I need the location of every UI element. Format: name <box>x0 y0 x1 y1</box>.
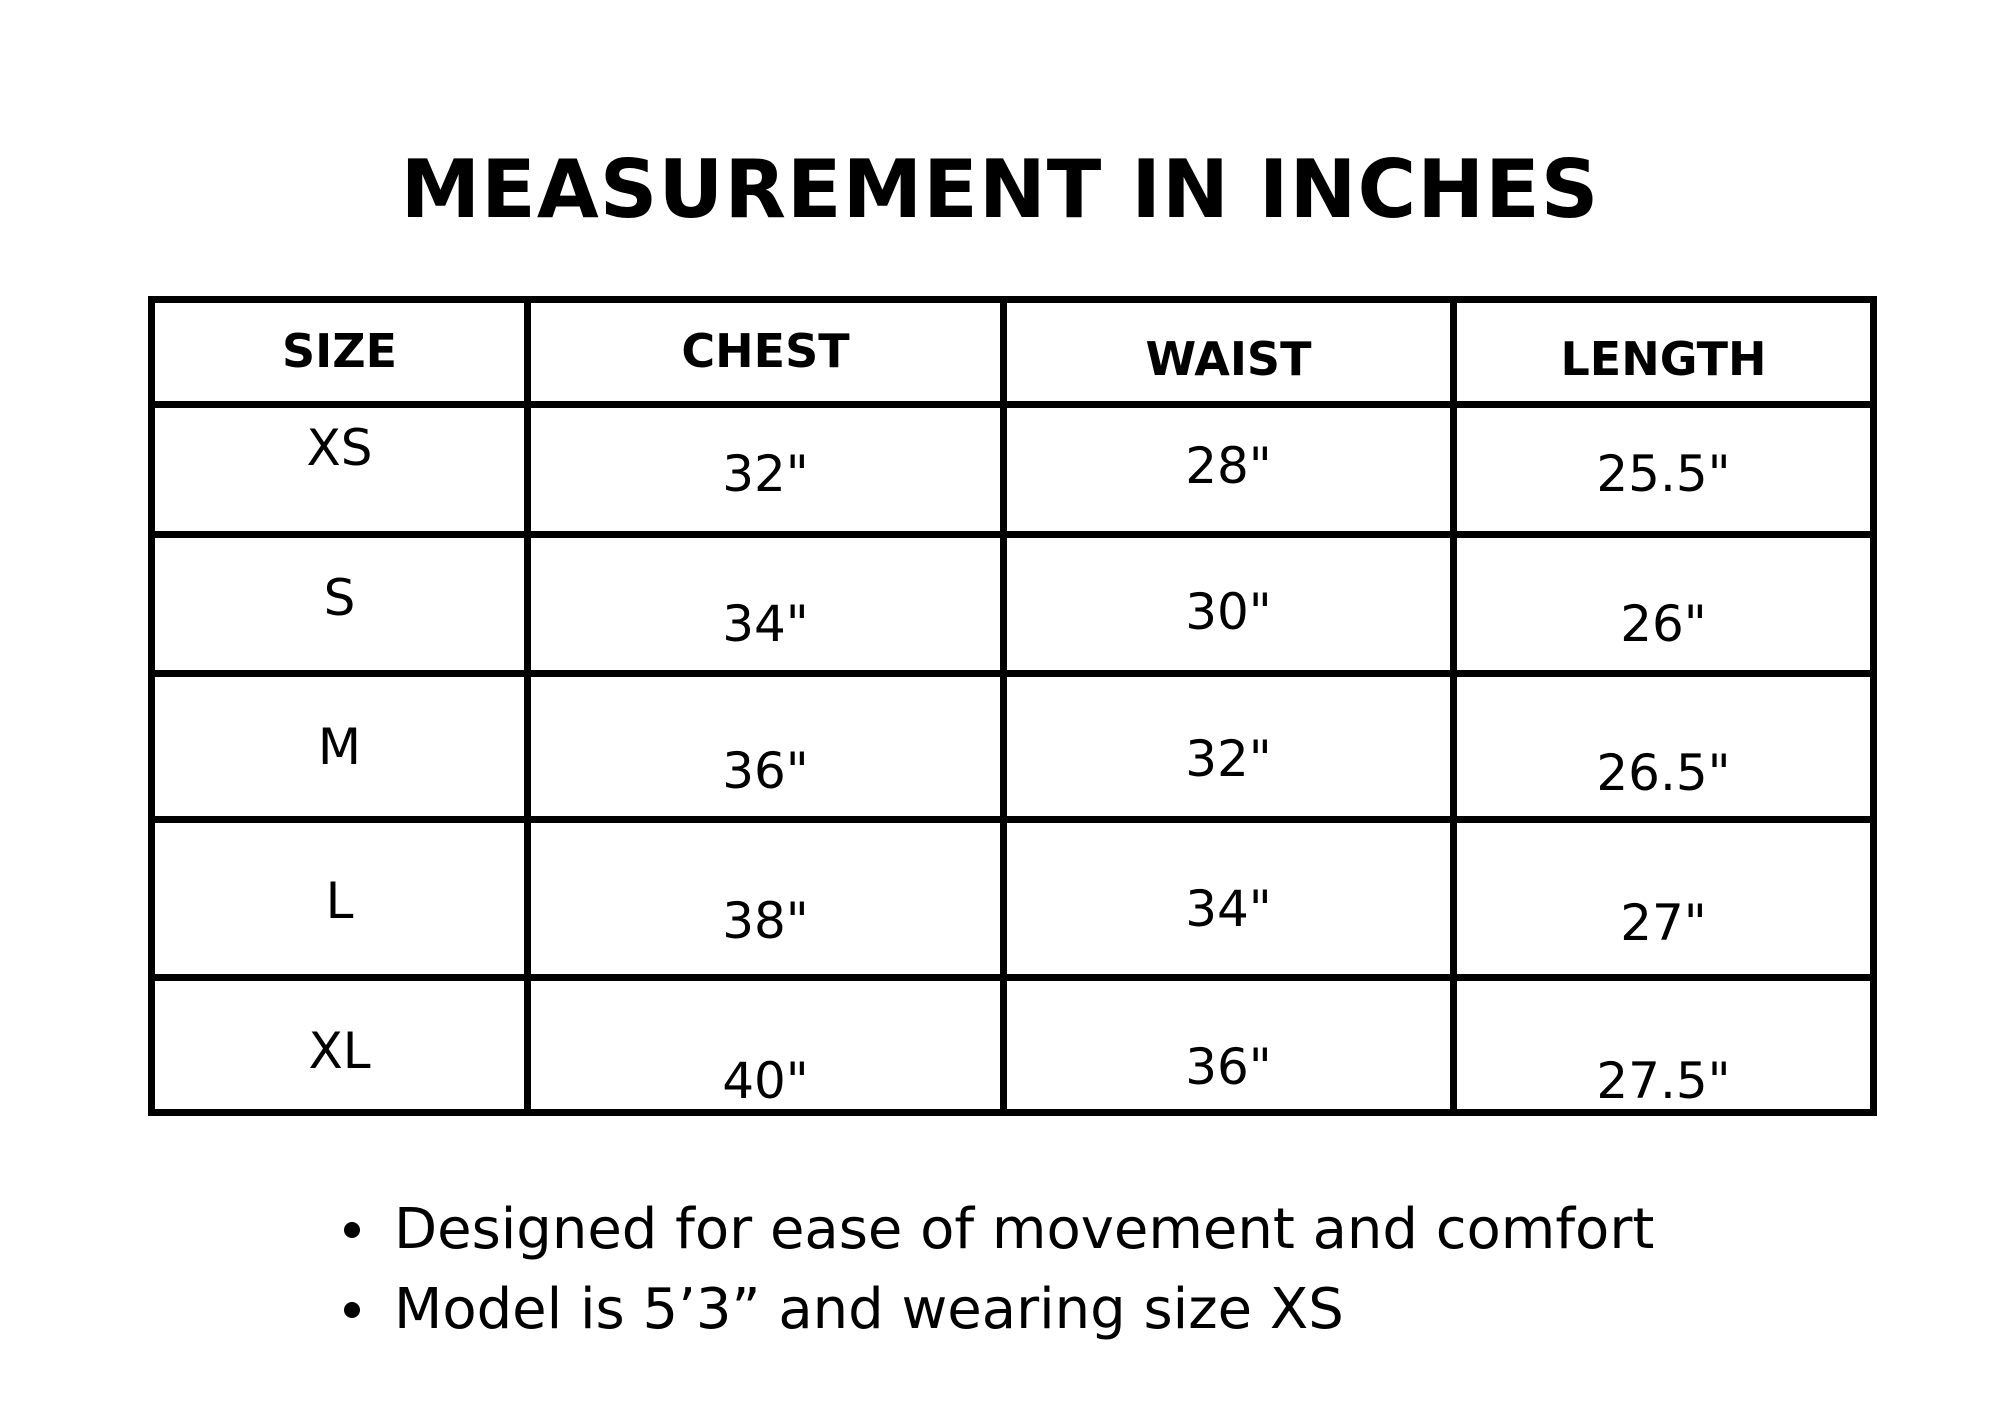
length-cell: 26" <box>1454 535 1874 674</box>
header-length: LENGTH <box>1454 300 1874 405</box>
notes-list <box>330 1190 1654 1350</box>
header-chest: CHEST <box>528 300 1004 405</box>
bullet-icon <box>344 1222 360 1238</box>
size-chart-table <box>148 296 1877 1116</box>
note-text: Designed for ease of movement and comfort <box>394 1197 1655 1262</box>
length-cell: 27.5" <box>1454 978 1874 1113</box>
waist-cell: 36" <box>1004 978 1454 1113</box>
page-title: MEASUREMENT IN INCHES <box>400 143 1600 236</box>
length-cell: 27" <box>1454 820 1874 978</box>
header-size: SIZE <box>152 300 528 405</box>
header-waist: WAIST <box>1004 300 1454 405</box>
size-cell: L <box>152 820 528 978</box>
chest-cell: 32" <box>528 405 1004 535</box>
chest-cell: 38" <box>528 820 1004 978</box>
waist-cell: 34" <box>1004 820 1454 978</box>
waist-cell: 30" <box>1004 535 1454 674</box>
waist-cell: 28" <box>1004 405 1454 535</box>
size-cell: M <box>152 674 528 820</box>
table-row <box>152 978 1874 1113</box>
size-cell: XL <box>152 978 528 1113</box>
chest-cell: 36" <box>528 674 1004 820</box>
length-cell: 26.5" <box>1454 674 1874 820</box>
size-cell: S <box>152 535 528 674</box>
note-text: Model is 5’3” and wearing size XS <box>394 1277 1344 1342</box>
table-row <box>152 405 1874 535</box>
table-row <box>152 535 1874 674</box>
list-item <box>330 1190 1654 1270</box>
chest-cell: 40" <box>528 978 1004 1113</box>
chest-cell: 34" <box>528 535 1004 674</box>
table-row <box>152 820 1874 978</box>
list-item <box>330 1270 1654 1350</box>
bullet-icon <box>344 1302 360 1318</box>
table-row <box>152 674 1874 820</box>
length-cell: 25.5" <box>1454 405 1874 535</box>
table-header-row <box>152 300 1874 405</box>
size-cell: XS <box>152 405 528 535</box>
waist-cell: 32" <box>1004 674 1454 820</box>
